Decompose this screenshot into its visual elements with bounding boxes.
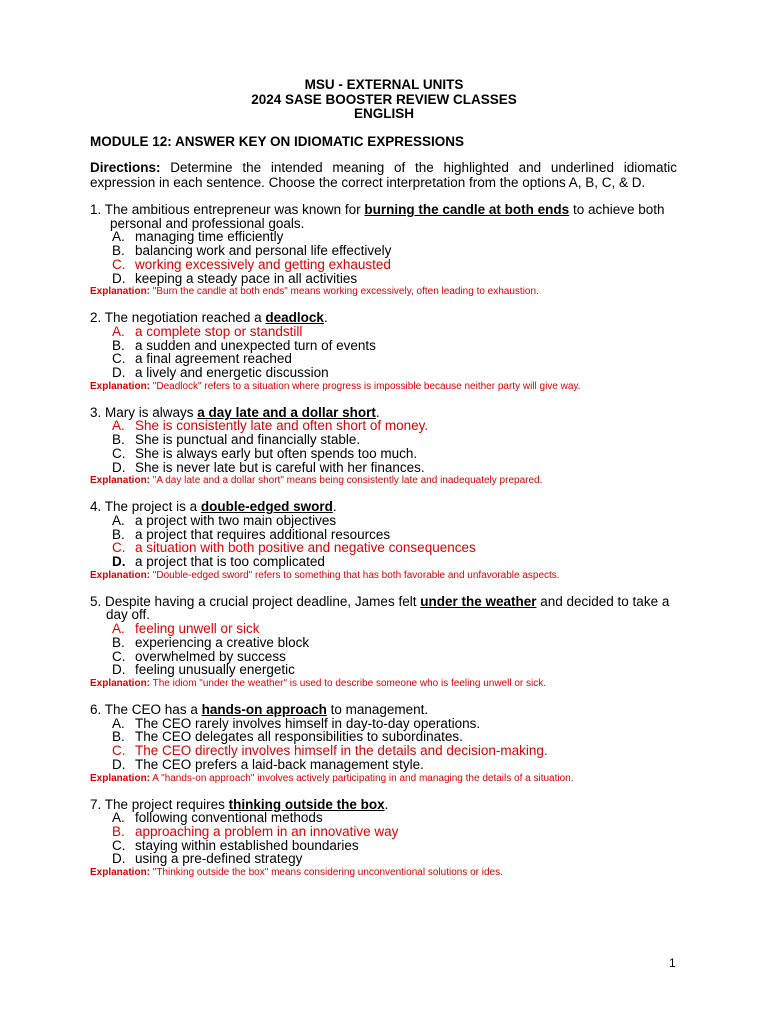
- option-letter: B.: [112, 337, 125, 353]
- correct-option: [90, 325, 690, 339]
- idiom-highlight: hands-on approach: [201, 701, 327, 717]
- explanation-text: "Deadlock" refers to a situation where progress is impossible because neither party will give way.: [150, 380, 581, 392]
- option-text: working excessively and getting exhausted: [135, 256, 391, 272]
- document-header: [0, 78, 768, 122]
- option-text: approaching a problem in an innovative way: [135, 823, 399, 839]
- option-letter: C.: [112, 743, 126, 759]
- idiom-highlight: under the weather: [420, 593, 537, 609]
- question-number: 7.: [90, 796, 102, 812]
- answer-option: [90, 555, 690, 569]
- explanation: [90, 773, 690, 785]
- explanation-text: "Double-edged sword" refers to something that has both favorable and unfavorable aspects.: [150, 569, 560, 581]
- answer-option: [90, 758, 690, 772]
- option-letter: A.: [112, 418, 125, 434]
- question-stem: [90, 500, 690, 514]
- option-text: using a pre-defined strategy: [135, 851, 303, 867]
- answer-option: [90, 650, 690, 664]
- explanation-label: Explanation:: [90, 677, 151, 689]
- question-text-after: .: [323, 310, 328, 326]
- question-text-after: .: [375, 404, 380, 420]
- option-text: a project that is too complicated: [135, 554, 325, 570]
- question-number: 5.: [90, 593, 102, 609]
- question-block: [90, 406, 690, 487]
- option-text: The CEO prefers a laid-back management style.: [135, 756, 424, 772]
- answer-option: [90, 272, 690, 286]
- idiom-highlight: burning the candle at both ends: [364, 202, 570, 217]
- option-letter: D.: [112, 662, 126, 678]
- option-text: a project that requires additional resources: [135, 526, 391, 542]
- explanation-label: Explanation:: [90, 569, 151, 581]
- option-text: She is never late but is careful with her finances.: [135, 459, 425, 475]
- option-text: managing time efficiently: [135, 229, 284, 245]
- answer-option: [90, 852, 690, 866]
- option-letter: D.: [112, 756, 126, 772]
- option-letter: D.: [112, 459, 126, 475]
- questions-list: [90, 203, 690, 892]
- question-text-before: The project is a: [104, 499, 201, 515]
- question-text-after: and decided to take a day off.: [106, 593, 670, 623]
- header-line-3: ENGLISH: [353, 106, 414, 121]
- question-text-after: .: [332, 499, 337, 515]
- option-text: The CEO directly involves himself in the details and decision-making.: [135, 743, 548, 759]
- question-stem: [90, 203, 690, 230]
- option-text: She is always early but often spends too much.: [135, 445, 418, 461]
- explanation: [90, 678, 690, 690]
- option-text: She is punctual and financially stable.: [135, 432, 361, 448]
- option-text: following conventional methods: [135, 810, 323, 826]
- directions-text: Determine the intended meaning of the highlighted and underlined idiomatic expression in each sentence. Choose the correct interpretation from the options A, B, C, & D.: [90, 160, 677, 190]
- answer-option: [90, 839, 690, 853]
- explanation: [90, 286, 690, 298]
- correct-option: [90, 541, 690, 555]
- question-number: 4.: [90, 499, 102, 515]
- explanation-label: Explanation:: [90, 475, 151, 487]
- answer-option: [90, 636, 690, 650]
- explanation-text: The idiom "under the weather" is used to describe someone who is feeling unwell or sick.: [150, 677, 547, 689]
- option-letter: A.: [112, 229, 125, 245]
- answer-option: [90, 730, 690, 744]
- answer-option: [90, 230, 690, 244]
- explanation-text: A "hands-on approach" involves actively participating in and managing the details of a situation.: [150, 772, 574, 784]
- answer-option: [90, 514, 690, 528]
- question-number: 2.: [90, 310, 102, 326]
- option-letter: B.: [112, 823, 125, 839]
- option-text: The CEO delegates all responsibilities to subordinates.: [135, 729, 463, 745]
- option-letter: A.: [112, 512, 125, 528]
- correct-option: [90, 744, 690, 758]
- question-stem: [90, 798, 690, 812]
- option-text: feeling unusually energetic: [135, 662, 295, 678]
- question-number: 6.: [90, 701, 102, 717]
- option-text: overwhelmed by success: [135, 648, 286, 664]
- explanation-text: "A day late and a dollar short" means being consistently late and inadequately prepared.: [150, 475, 543, 487]
- idiom-highlight: thinking outside the box: [228, 796, 385, 812]
- answer-option: [90, 447, 690, 461]
- option-letter: C.: [112, 351, 126, 367]
- option-text: a sudden and unexpected turn of events: [135, 337, 376, 353]
- idiom-highlight: deadlock: [265, 310, 324, 326]
- answer-option: [90, 433, 690, 447]
- question-stem: [90, 311, 690, 325]
- option-letter: D.: [112, 365, 126, 381]
- explanation-text: "Thinking outside the box" means considering unconventional solutions or ides.: [150, 867, 503, 879]
- idiom-highlight: a day late and a dollar short: [197, 404, 376, 420]
- explanation-label: Explanation:: [90, 286, 151, 298]
- answer-option: [90, 244, 690, 258]
- explanation-label: Explanation:: [90, 772, 151, 784]
- answer-option: [90, 366, 690, 380]
- option-text: She is consistently late and often short of money.: [135, 418, 429, 434]
- answer-option: [90, 717, 690, 731]
- option-letter: B.: [112, 432, 125, 448]
- question-block: [90, 203, 690, 298]
- question-text-before: Despite having a crucial project deadline, James felt: [105, 593, 421, 609]
- header-line-2: 2024 SASE BOOSTER REVIEW CLASSES: [251, 91, 517, 107]
- correct-option: [90, 419, 690, 433]
- option-letter: C.: [112, 256, 126, 272]
- question-text-after: to management.: [326, 701, 429, 717]
- option-letter: A.: [112, 323, 125, 339]
- question-block: [90, 595, 690, 690]
- option-letter: B.: [112, 243, 125, 259]
- explanation-text: "Burn the candle at both ends" means working excessively, often leading to exhaustion.: [150, 286, 539, 298]
- answer-option: [90, 528, 690, 542]
- option-text: a project with two main objectives: [135, 512, 337, 528]
- explanation: [90, 381, 690, 393]
- question-block: [90, 703, 690, 784]
- option-letter: D.: [112, 270, 126, 286]
- option-text: The CEO rarely involves himself in day-to-day operations.: [135, 715, 481, 731]
- option-text: feeling unwell or sick: [135, 621, 260, 637]
- question-block: [90, 798, 690, 879]
- answer-option: [90, 352, 690, 366]
- question-number: 3.: [90, 404, 102, 420]
- option-text: staying within established boundaries: [135, 837, 359, 853]
- page-number: 1: [669, 956, 676, 970]
- directions-label: Directions:: [90, 160, 161, 175]
- question-block: [90, 500, 690, 581]
- question-text-after: to achieve both personal and professional goals.: [110, 202, 665, 231]
- question-stem: [90, 703, 690, 717]
- option-text: keeping a steady pace in all activities: [135, 270, 358, 286]
- explanation-label: Explanation:: [90, 380, 151, 392]
- option-letter: B.: [112, 526, 125, 542]
- option-letter: D.: [112, 554, 126, 570]
- option-letter: C.: [112, 837, 126, 853]
- option-text: a lively and energetic discussion: [135, 365, 329, 381]
- explanation: [90, 570, 690, 582]
- answer-option: [90, 339, 690, 353]
- directions: [90, 161, 677, 190]
- option-letter: C.: [112, 540, 126, 556]
- option-letter: C.: [112, 648, 126, 664]
- question-text-before: The negotiation reached a: [104, 310, 266, 326]
- explanation: [90, 867, 690, 879]
- option-text: a final agreement reached: [135, 351, 292, 367]
- answer-option: [90, 811, 690, 825]
- option-letter: A.: [112, 621, 125, 637]
- question-stem: [90, 595, 690, 622]
- explanation-label: Explanation:: [90, 867, 151, 879]
- question-block: [90, 311, 690, 392]
- option-letter: B.: [112, 634, 125, 650]
- option-text: a situation with both positive and negative consequences: [135, 540, 476, 556]
- option-letter: C.: [112, 445, 126, 461]
- question-text-before: Mary is always: [105, 404, 198, 420]
- option-text: a complete stop or standstill: [135, 323, 303, 339]
- option-letter: A.: [112, 715, 125, 731]
- option-letter: B.: [112, 729, 125, 745]
- header-line-1: MSU - EXTERNAL UNITS: [304, 77, 464, 92]
- question-text-before: The project requires: [104, 796, 229, 812]
- correct-option: [90, 622, 690, 636]
- question-text-before: The ambitious entrepreneur was known for: [104, 202, 365, 217]
- correct-option: [90, 258, 690, 272]
- module-title: MODULE 12: ANSWER KEY ON IDIOMATIC EXPRESSIONS: [90, 134, 465, 149]
- option-text: balancing work and personal life effectively: [135, 243, 392, 259]
- option-letter: D.: [112, 851, 126, 867]
- answer-option: [90, 461, 690, 475]
- answer-option: [90, 663, 690, 677]
- correct-option: [90, 825, 690, 839]
- option-letter: A.: [112, 810, 125, 826]
- explanation: [90, 475, 690, 487]
- question-stem: [90, 406, 690, 420]
- idiom-highlight: double-edged sword: [200, 499, 333, 515]
- option-text: experiencing a creative block: [135, 634, 310, 650]
- question-number: 1.: [90, 202, 102, 217]
- question-text-before: The CEO has a: [104, 701, 202, 717]
- question-text-after: .: [384, 796, 389, 812]
